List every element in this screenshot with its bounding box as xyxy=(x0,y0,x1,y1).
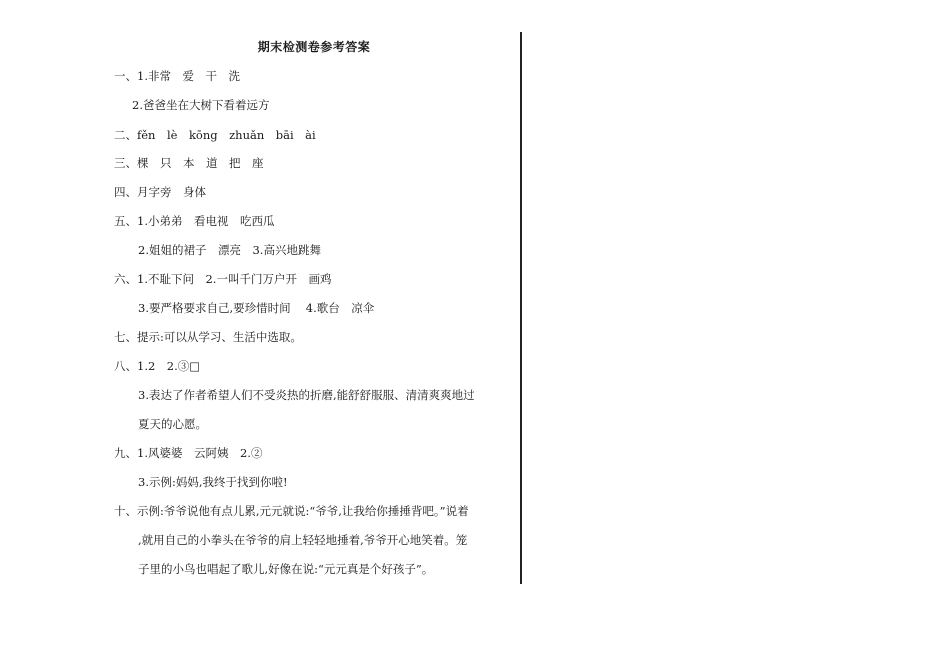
answer-line-1-2: 2.爸爸坐在大树下看着远方 xyxy=(132,98,270,112)
answer-line-8-1: 八、1.2 2.③□ xyxy=(114,359,201,373)
answer-line-1-1: 一、1.非常 爱 干 洗 xyxy=(114,69,240,83)
answer-line-7: 七、提示:可以从学习、生活中选取。 xyxy=(114,330,302,344)
answer-line-9-1: 九、1.风婆婆 云阿姨 2.② xyxy=(114,446,263,460)
answer-line-2: 二、fěn lè kōng zhuǎn bāi ài xyxy=(114,128,316,142)
answer-line-10-1: 十、示例:爷爷说他有点儿累,元元就说:“爷爷,让我给你捶捶背吧。”说着 xyxy=(114,504,469,518)
answer-line-6-2: 3.要严格要求自己,要珍惜时间 4.歌台 凉伞 xyxy=(138,301,375,315)
answer-line-10-2: ,就用自己的小拳头在爷爷的肩上轻轻地捶着,爷爷开心地笑着。笼 xyxy=(138,533,468,547)
column-divider xyxy=(520,32,522,584)
page-title: 期末检测卷参考答案 xyxy=(257,40,371,54)
answer-line-5-1: 五、1.小弟弟 看电视 吃西瓜 xyxy=(114,214,275,228)
answer-line-6-1: 六、1.不耻下问 2.一叫千门万户开 画鸡 xyxy=(114,272,332,286)
answer-line-8-2: 3.表达了作者希望人们不受炎热的折磨,能舒舒服服、清清爽爽地过 xyxy=(138,388,475,402)
answer-line-9-2: 3.示例:妈妈,我终于找到你啦! xyxy=(138,475,288,489)
answer-line-8-3: 夏天的心愿。 xyxy=(138,417,207,431)
answer-line-10-3: 子里的小鸟也唱起了歌儿,好像在说:“元元真是个好孩子”。 xyxy=(138,562,434,576)
answer-line-5-2: 2.姐姐的裙子 漂亮 3.高兴地跳舞 xyxy=(138,243,321,257)
answer-line-3: 三、棵 只 本 道 把 座 xyxy=(114,156,264,170)
answer-line-4: 四、月字旁 身体 xyxy=(114,185,206,199)
